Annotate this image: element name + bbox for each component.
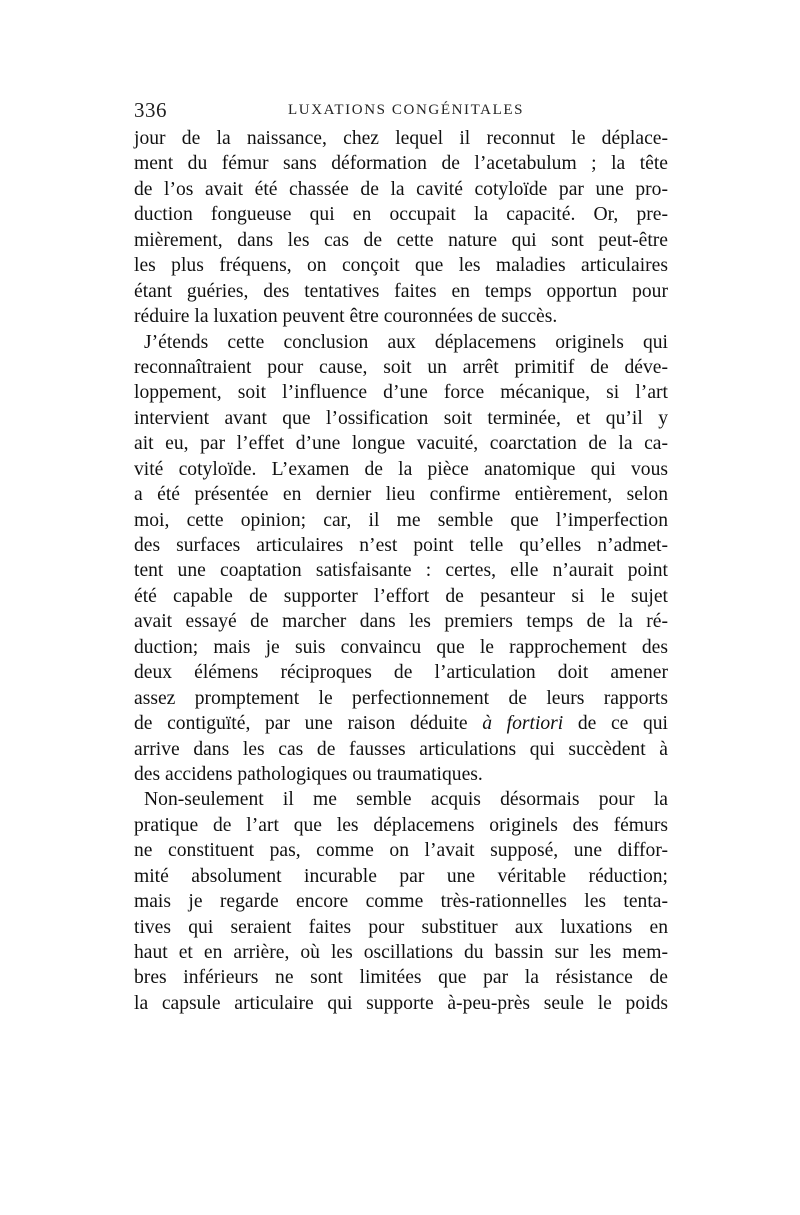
text-line: ne constituent pas, comme on l’avait supposé, une diffor- xyxy=(134,840,668,862)
text-line: a été présentée en dernier lieu confirme entièrement, selon xyxy=(134,484,668,506)
text-line: jour de la naissance, chez lequel il reconnut le déplace- xyxy=(134,128,668,149)
text-line: pratique de l’art que les déplacemens originels des fémurs xyxy=(134,814,668,836)
text-line: de l’os avait été chassée de la cavité cotyloïde par une pro- xyxy=(134,178,668,200)
text-line: tent une coaptation satisfaisante : certes, elle n’aurait point xyxy=(134,560,668,582)
text-line: la capsule articulaire qui supporte à-peu-près seule le poids xyxy=(134,992,668,1014)
page-header xyxy=(134,98,674,124)
text-line: duction fongueuse qui en occupait la capacité. Or, pre- xyxy=(134,204,668,226)
text-line: intervient avant que l’ossification soit terminée, et qu’il y xyxy=(134,407,668,429)
italic-phrase: à fortiori xyxy=(482,713,564,735)
page-number: 336 xyxy=(134,98,167,122)
text-line: des accidens pathologiques ou traumatiques. xyxy=(134,763,483,785)
text-line xyxy=(134,711,668,736)
text-line: J’étends cette conclusion aux déplacemens originels qui xyxy=(144,331,668,353)
text-line: arrive dans les cas de fausses articulations qui succèdent à xyxy=(134,738,668,760)
text-line: Non-seulement il me semble acquis désormais pour la xyxy=(144,789,668,811)
text-line: assez promptement le perfectionnement de leurs rapports xyxy=(134,687,668,709)
running-title: LUXATIONS CONGÉNITALES xyxy=(288,102,525,118)
text-line: avait essayé de marcher dans les premiers temps de la ré- xyxy=(134,611,668,633)
text-line: tives qui seraient faites pour substituer aux luxations en xyxy=(134,916,668,938)
text-segment: de ce qui xyxy=(577,713,668,735)
text-line: ait eu, par l’effet d’une longue vacuité, coarctation de la ca- xyxy=(134,433,668,455)
text-line: haut et en arrière, où les oscillations du bassin sur les mem- xyxy=(134,942,668,963)
text-line: loppement, soit l’influence d’une force mécanique, si l’art xyxy=(134,382,668,404)
text-line: vité cotyloïde. L’examen de la pièce anatomique qui vous xyxy=(134,458,668,480)
text-line: deux élémens réciproques de l’articulation doit amener xyxy=(134,662,668,684)
text-line: des surfaces articulaires n’est point telle qu’elles n’admet- xyxy=(134,535,668,556)
text-line: moi, cette opinion; car, il me semble que l’imperfection xyxy=(134,509,668,531)
text-line: les plus fréquens, on conçoit que les maladies articulaires xyxy=(134,255,668,277)
text-line: mais je regarde encore comme très-rationnelles les tenta- xyxy=(134,891,668,913)
text-line: étant guéries, des tentatives faites en temps opportun pour xyxy=(134,280,668,302)
text-line: été capable de supporter l’effort de pesanteur si le sujet xyxy=(134,585,668,607)
text-line: reconnaîtraient pour cause, soit un arrêt primitif de déve- xyxy=(134,356,668,378)
text-line: duction; mais je suis convaincu que le rapprochement des xyxy=(134,636,668,658)
text-line: réduire la luxation peuvent être couronnées de succès. xyxy=(134,306,558,328)
text-line: ment du fémur sans déformation de l’acetabulum ; la tête xyxy=(134,153,668,175)
text-line: mité absolument incurable par une véritable réduction; xyxy=(134,865,668,887)
text-segment: de contiguïté, par une raison déduite xyxy=(134,713,468,735)
text-line: mièrement, dans les cas de cette nature qui sont peut-être xyxy=(134,229,668,251)
text-line: bres inférieurs ne sont limitées que par la résistance de xyxy=(134,967,668,989)
body-text xyxy=(134,126,668,1016)
